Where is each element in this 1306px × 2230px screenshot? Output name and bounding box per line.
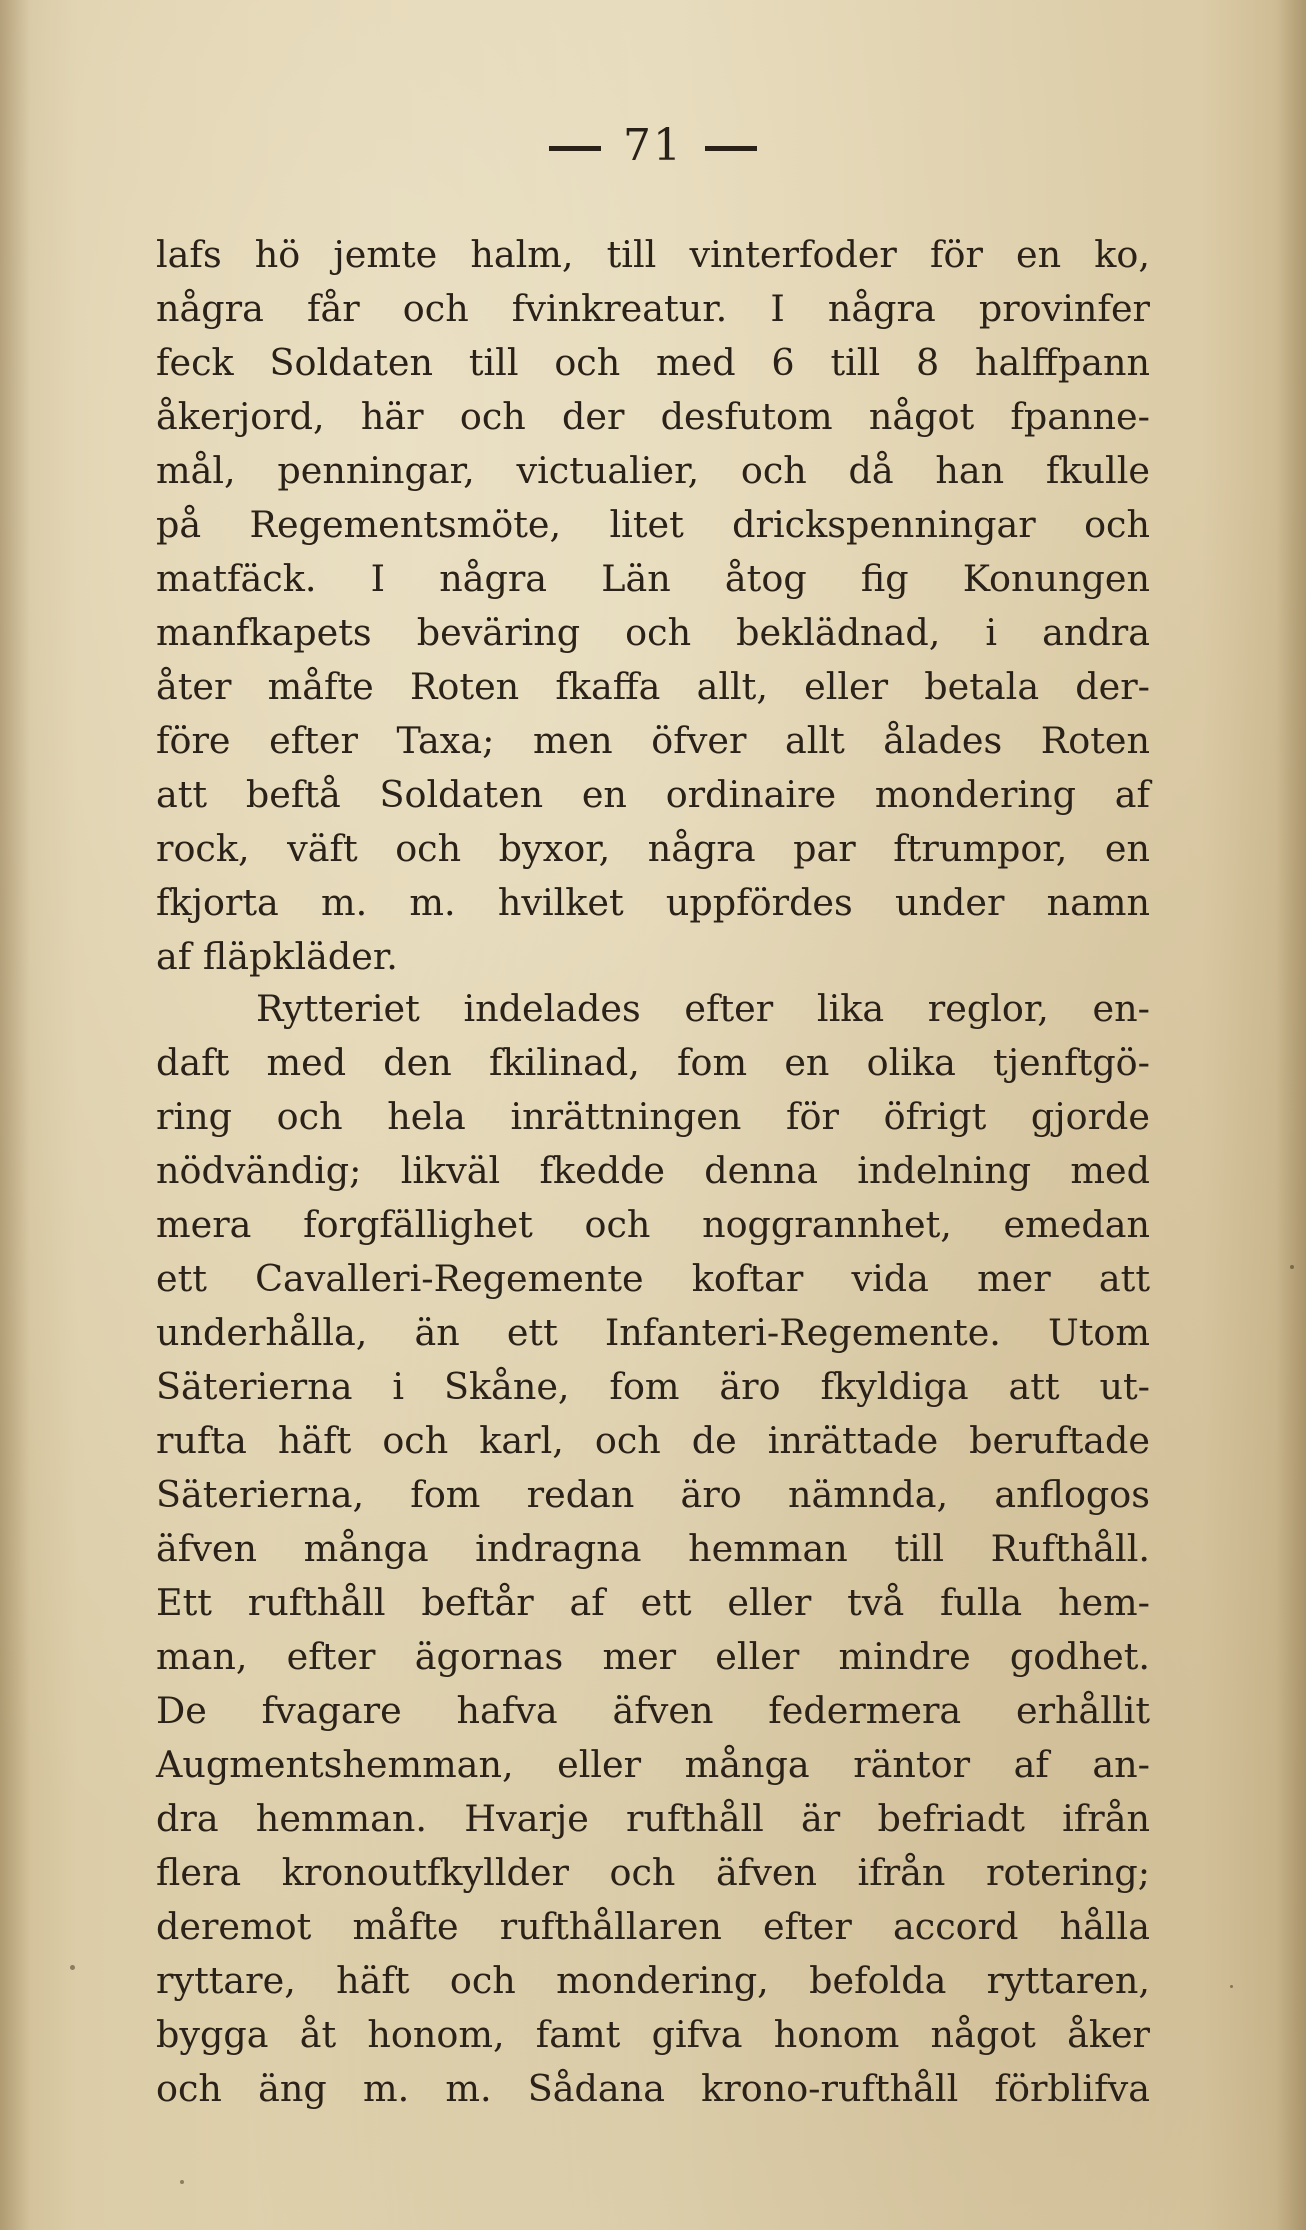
header-dash-right bbox=[705, 146, 757, 151]
text-line: bygga åt honom, famt gifva honom något åker bbox=[156, 2013, 1150, 2056]
text-line: ryttare, häft och mondering, befolda ryttaren, bbox=[156, 1959, 1150, 2002]
paragraph-1 bbox=[156, 228, 1150, 984]
header-dash-left bbox=[549, 146, 601, 151]
page-right-edge bbox=[1276, 0, 1306, 2230]
paper-speck bbox=[180, 2180, 184, 2184]
text-line: deremot måfte rufthållaren efter accord hålla bbox=[156, 1905, 1150, 1948]
paper-speck bbox=[70, 1965, 75, 1970]
text-line: äfven många indragna hemman till Rufthåll. bbox=[156, 1527, 1150, 1570]
page-left-edge bbox=[0, 0, 30, 2230]
text-line: Säterierna, fom redan äro nämnda, anflogos bbox=[156, 1473, 1150, 1516]
text-line: daft med den fkilinad, fom en olika tjenftgö- bbox=[156, 1041, 1150, 1084]
text-line: ring och hela inrättningen för öfrigt gjorde bbox=[156, 1095, 1150, 1138]
text-line: att beftå Soldaten en ordinaire mondering af bbox=[156, 773, 1150, 816]
page-header bbox=[0, 120, 1306, 171]
text-line: De fvagare hafva äfven federmera erhållit bbox=[156, 1689, 1150, 1732]
text-line: feck Soldaten till och med 6 till 8 halffpann bbox=[156, 341, 1150, 384]
paper-speck bbox=[1230, 1985, 1233, 1988]
page-number: 71 bbox=[623, 120, 683, 171]
text-line: flera kronoutfkyllder och äfven ifrån rotering; bbox=[156, 1851, 1150, 1894]
text-line: Augmentshemman, eller många räntor af an- bbox=[156, 1743, 1150, 1786]
text-line: manfkapets beväring och beklädnad, i andra bbox=[156, 611, 1150, 654]
text-line: lafs hö jemte halm, till vinterfoder för en ko, bbox=[156, 233, 1150, 276]
text-line: nödvändig; likväl fkedde denna indelning med bbox=[156, 1149, 1150, 1192]
text-line: man, efter ägornas mer eller mindre godhet. bbox=[156, 1635, 1150, 1678]
text-line: åkerjord, här och der desfutom något fpanne- bbox=[156, 395, 1150, 438]
text-line: fkjorta m. m. hvilket uppfördes under namn bbox=[156, 881, 1150, 924]
text-line: några får och fvinkreatur. I några provinfer bbox=[156, 287, 1150, 330]
text-line: åter måfte Roten fkaffa allt, eller betala der- bbox=[156, 665, 1150, 708]
text-line: dra hemman. Hvarje rufthåll är befriadt ifrån bbox=[156, 1797, 1150, 1840]
text-line: Rytteriet indelades efter lika reglor, en- bbox=[256, 987, 1150, 1030]
text-line: ett Cavalleri-Regemente koftar vida mer att bbox=[156, 1257, 1150, 1300]
text-line: af fläpkläder. bbox=[156, 935, 398, 978]
text-line: på Regementsmöte, litet drickspenningar och bbox=[156, 503, 1150, 546]
text-line: rock, väft och byxor, några par ftrumpor, en bbox=[156, 827, 1150, 870]
paragraph-2 bbox=[156, 982, 1150, 2116]
paper-speck bbox=[1290, 1265, 1294, 1269]
text-line: Säterierna i Skåne, fom äro fkyldiga att ut- bbox=[156, 1365, 1150, 1408]
text-line: mera forgfällighet och noggrannhet, emedan bbox=[156, 1203, 1150, 1246]
text-line: och äng m. m. Sådana krono-rufthåll förblifva bbox=[156, 2067, 1150, 2110]
text-line: underhålla, än ett Infanteri-Regemente. Utom bbox=[156, 1311, 1150, 1354]
text-line: matfäck. I några Län åtog fig Konungen bbox=[156, 557, 1150, 600]
text-line: Ett rufthåll beftår af ett eller två fulla hem- bbox=[156, 1581, 1150, 1624]
text-line: före efter Taxa; men öfver allt ålades Roten bbox=[156, 719, 1150, 762]
text-line: mål, penningar, victualier, och då han fkulle bbox=[156, 449, 1150, 492]
text-line: rufta häft och karl, och de inrättade beruftade bbox=[156, 1419, 1150, 1462]
